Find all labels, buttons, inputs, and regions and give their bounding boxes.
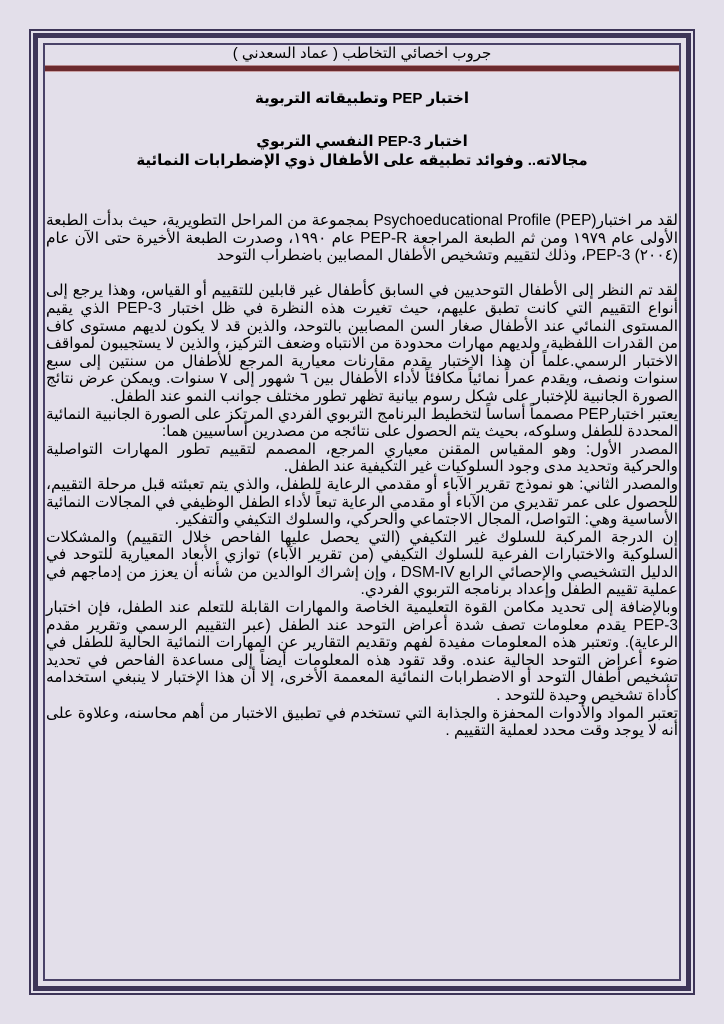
paragraph-strengths: وبالإضافة إلى تحديد مكامن القوة التعليمية الخاصة والمهارات القابلة للتعلم عند الطفل، فإن اختبار PEP-3 يقدم معلومات تصف شدة أعراض التوحد عند الطفل (عبر التقييم الرسمي وتقرير مقدم الرعاية). وتعتبر هذه المعلومات مفيدة لفهم وتقديم التقارير عن المهارات النمائية الحالية للطفل في ضوء أعراض التوحد الحالية عنده. وقد تقود هذه المعلومات أيضاً إلى مساعدة الفاحص في تحديد تشخيص أطفال التوحد أو الاضطرابات النمائية المعممة الأخرى، إلا أن هذا الإختبار لا ينبغي استخدامه كأداة تشخيص وحيدة للتوحد . [46,599,678,705]
header-group-name: جروب اخصائي التخاطب ( عماد السعدني ) [232,45,492,62]
paragraph-composite-score: إن الدرجة المركبة للسلوك غير التكيفي (التي يحصل عليها الفاحص خلال التقييم) والمشكلات السلوكية والاختبارات الفرعية للسلوك التكيفي (من تقرير الآباء) توازي الأبعاد المعيارية للتوحد في الدليل التشخيصي والإحصائي الرابع DSM-IV ، وإن إشراك الوالدين من شأنه أن يعزز من إدماجهم في عملية تقييم الطفل وإعداد برنامجه التربوي الفردي. [46,528,678,599]
article-body [46,212,678,740]
paragraph-first-source: المصدر الأول: وهو المقياس المقنن معياري المرجع، المصمم لتقييم تطور المهارات التواصلية والحركية وتحديد مدى وجود السلوكيات غير التكيفية عند الطفل. [46,440,678,476]
paragraph-second-source: والمصدر الثاني: هو نموذج تقرير الآباء أو مقدمي الرعاية للطفل، والذي يتم تعبئته قبل مرحلة التقييم، للحصول على عمر تقديري من الآباء أو مقدمي الرعاية تبعاً لأداء الطفل الوظيفي في المجالات النمائية الأساسية وهي: التواصل، المجال الاجتماعي والحركي، والسلوك التكيفي والتفكير. [46,475,678,529]
header-divider [45,66,679,71]
document-subtitle-secondary: مجالاته.. وفوائد تطبيقه على الأطفال ذوي الإضطرابات النمائية [136,152,588,169]
paragraph-spacer [46,265,678,283]
paragraph-assessment-history: لقد تم النظر إلى الأطفال التوحديين في السابق كأطفال غير قابلين للتقييم أو القياس، وهذا يرجع إلى أنواع التقييم التي كانت تطبق عليهم، حيث تغيرت هذه النظرة في ظل اختبار PEP-3 الذي يقيم المستوى النمائي عند الأطفال صغار السن المصابين بالتوحد، والذين قد لا يكون لديهم مستوى كاف من القدرات اللفظية، ولديهم مهارات محدودة من الانتباه وضعف التركيز، والذين لا يستجيبون لمواقف الاختبار الرسمي.علماً أن هذا الاختبار يقدم مقارنات معيارية المرجع للأطفال من سنتين إلى سبع سنوات ونصف، ويقدم عمراً نمائياً مكافئاً لأداء الأطفال بين ٦ شهور إلى ٧ سنوات. ويمكن عرض نتائج الصورة الجانبية للإختبار على شكل رسوم بيانية تظهر تطور مختلف جوانب النمو عند الطفل. [46,282,678,405]
document-subtitle: اختبار PEP-3 النفسي التربوي [256,133,468,150]
paragraph-intro: لقد مر اختبار(PEP) Psychoeducational Profile بمجموعة من المراحل التطويرية، حيث بدأت الطبعة الأولى عام ١٩٧٩ ومن ثم الطبعة المراجعة PEP-R عام ١٩٩٠، وصدرت الطبعة الأخيرة حتى الآن عام (٢٠٠٤) PEP-3، وذلك لتقييم وتشخيص الأطفال المصابين باضطراب التوحد [46,212,678,265]
document-title: اختبار PEP وتطبيقاته التربوية [255,90,469,107]
paragraph-pep-design: يعتبر اختبارPEP مصمماً أساساً لتخطيط البرنامج التربوي الفردي المرتكز على الصورة الجانبية النمائية المحددة للطفل وسلوكه، بحيث يتم الحصول على نتائجه من مصدرين أساسيين هما: [46,405,678,441]
paragraph-materials: تعتبر المواد والأدوات المحفزة والجذابة التي تستخدم في تطبيق الاختبار من أهم محاسنه، وعلاوة على أنه لا يوجد وقت محدد لعملية التقييم . [46,704,678,740]
